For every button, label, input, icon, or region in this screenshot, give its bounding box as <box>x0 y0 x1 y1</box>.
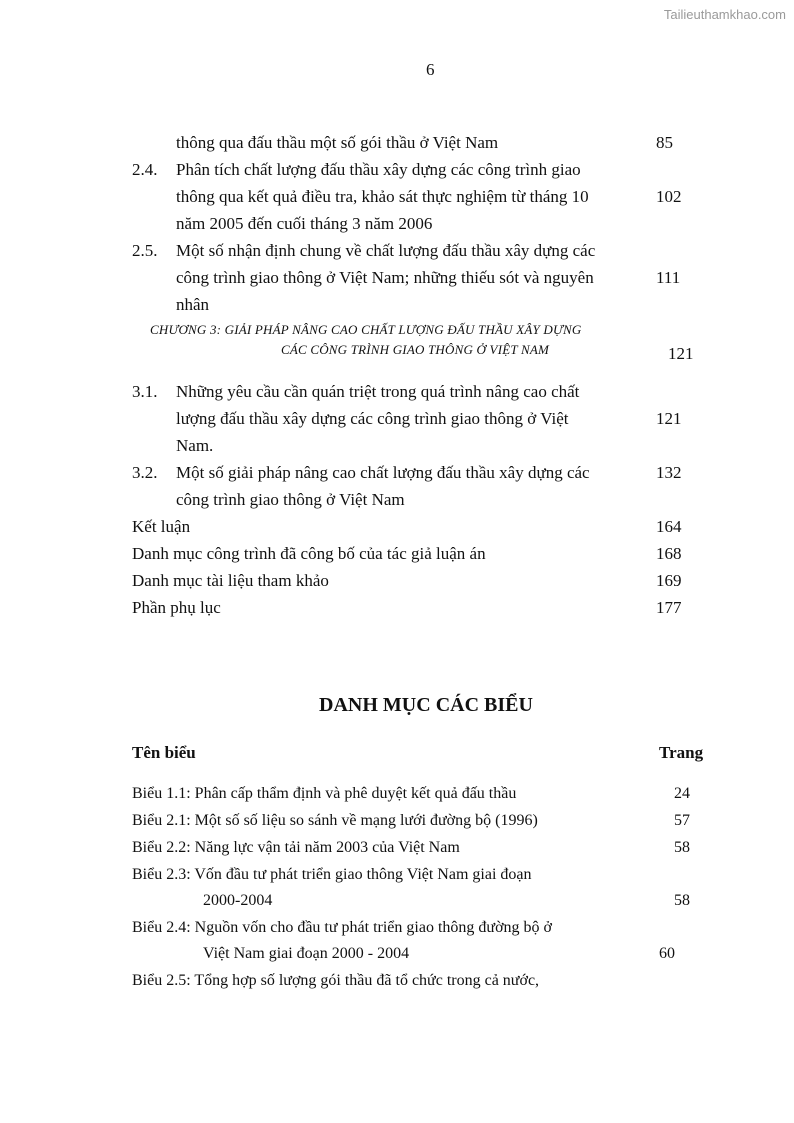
toc-entry-text: thông qua đấu thầu một số gói thầu ở Việt Nam <box>176 133 499 152</box>
toc-entry-page: 132 <box>656 463 682 482</box>
toc-entry-text: Danh mục tài liệu tham khảo <box>132 571 329 590</box>
toc-entry-page: 169 <box>656 571 682 590</box>
toc-entry-page: 168 <box>656 544 682 563</box>
figure-entry-page: 60 <box>659 945 675 962</box>
toc-entry-text: Danh mục công trình đã công bố của tác giả luận án <box>132 544 486 563</box>
figure-entry-text: Biểu 1.1: Phân cấp thẩm định và phê duyệt kết quả đấu thầu <box>132 785 517 802</box>
toc-entry-text: năm 2005 đến cuối tháng 3 năm 2006 <box>176 214 433 233</box>
toc-entry-text: Phân tích chất lượng đấu thầu xây dựng các công trình giao <box>176 160 581 179</box>
figure-entry-text: Việt Nam giai đoạn 2000 - 2004 <box>203 945 410 962</box>
figure-entry-page: 57 <box>674 812 690 829</box>
chapter-heading: CHƯƠNG 3: GIẢI PHÁP NÂNG CAO CHẤT LƯỢNG ĐẤU THẦU XÂY DỰNG <box>150 322 582 337</box>
figure-entry-text: Biểu 2.3: Vốn đầu tư phát triển giao thông Việt Nam giai đoạn <box>132 866 532 883</box>
figure-entry-text: Biểu 2.4: Nguồn vốn cho đầu tư phát triển giao thông đường bộ ở <box>132 919 552 936</box>
figure-entry-text: Biểu 2.5: Tổng hợp số lượng gói thầu đã tổ chức trong cả nước, <box>132 972 540 989</box>
toc-entry-page: 85 <box>656 133 673 152</box>
toc-entry-text: Những yêu cầu cần quán triệt trong quá trình nâng cao chất <box>176 382 580 401</box>
figure-entry-text: 2000-2004 <box>203 892 273 909</box>
toc-entry-number: 3.1. <box>132 382 158 401</box>
toc-entry-page: 102 <box>656 187 682 206</box>
toc-entry-text: Một số nhận định chung về chất lượng đấu thầu xây dựng các <box>176 241 596 260</box>
toc-entry-text: Một số giải pháp nâng cao chất lượng đấu thầu xây dựng các <box>176 463 590 482</box>
toc-entry-text: thông qua kết quả điều tra, khảo sát thực nghiệm từ tháng 10 <box>176 187 589 206</box>
list-header-page: Trang <box>659 743 704 762</box>
toc-entry-number: 3.2. <box>132 463 158 482</box>
toc-entry-page: 164 <box>656 517 682 536</box>
page-number: 6 <box>426 60 435 79</box>
toc-entry-number: 2.5. <box>132 241 158 260</box>
list-header-name: Tên biểu <box>132 743 196 762</box>
toc-entry-page: 177 <box>656 598 682 617</box>
figure-entry-page: 58 <box>674 892 690 909</box>
figure-entry-page: 58 <box>674 839 690 856</box>
toc-entry-text: công trình giao thông ở Việt Nam <box>176 490 405 509</box>
toc-entry-text: Phần phụ lục <box>132 598 221 617</box>
figure-entry-page: 24 <box>674 785 690 802</box>
toc-entry-text: Nam. <box>176 436 214 455</box>
toc-entry-text: lượng đấu thầu xây dựng các công trình giao thông ở Việt <box>176 409 569 428</box>
chapter-heading: CÁC CÔNG TRÌNH GIAO THÔNG Ở VIỆT NAM <box>281 342 550 357</box>
toc-entry-text: Kết luận <box>132 517 191 536</box>
section-title: DANH MỤC CÁC BIỂU <box>319 694 533 716</box>
toc-entry-page: 111 <box>656 268 681 287</box>
toc-entry-number: 2.4. <box>132 160 158 179</box>
toc-entry-text: nhân <box>176 295 210 314</box>
toc-entry-page: 121 <box>668 344 694 363</box>
figure-entry-text: Biểu 2.1: Một số số liệu so sánh về mạng lưới đường bộ (1996) <box>132 812 538 829</box>
figure-entry-text: Biểu 2.2: Năng lực vận tải năm 2003 của Việt Nam <box>132 839 460 856</box>
watermark: Tailieuthamkhao.com <box>663 7 786 22</box>
toc-entry-text: công trình giao thông ở Việt Nam; những thiếu sót và nguyên <box>176 268 594 287</box>
toc-entry-page: 121 <box>656 409 682 428</box>
